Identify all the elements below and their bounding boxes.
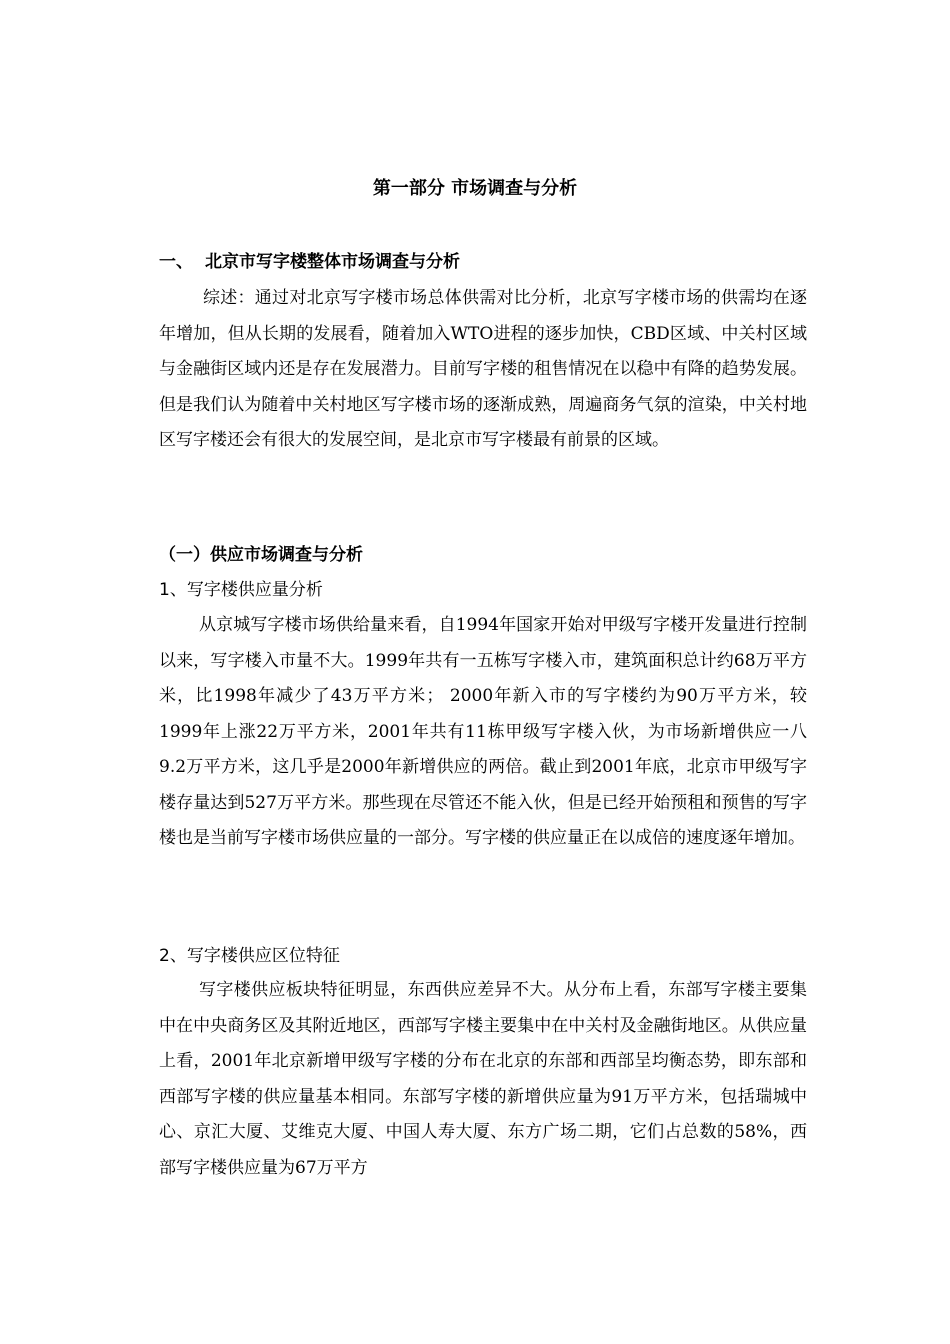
supply-location-lead: 写字楼供应板块特征明显，东西供应差异不大。从分布上看，东部写字楼主要集中在中央商务区及其附近地区，西部写字楼主要集中在中关村及金融街地区。 [159, 980, 807, 1036]
supply-location-paragraph [159, 973, 807, 1186]
supply-volume-conclusion: 写字楼的供应量正在以成倍的速度逐年增加。 [465, 828, 805, 848]
supply-location-text: 从供应量上看，2001年北京新增甲级写字楼的分布在北京的东部和西部呈均衡态势，即东部和西部写字楼的供应量基本相同。东部写字楼的新增供应量为91万平方米，包括瑞城中心、京汇大厦、艾维克大厦、中国人寿大厦、东方广场二期，它们占总数的58%，西部写字楼供应量为67万平方 [159, 1015, 808, 1178]
summary-paragraph: 综述：通过对北京写字楼市场总体供需对比分析，北京写字楼市场的供需均在逐年增加，但从长期的发展看，随着加入WTO进程的逐步加快，CBD区域、中关村区域与金融街区域内还是存在发展潜力。目前写字楼的租售情况在以稳中有降的趋势发展。但是我们认为随着中关村地区写字楼市场的逐渐成熟，周遍商务气氛的渲染，中关村地区写字楼还会有很大的发展空间，是北京市写字楼最有前景的区域。 [159, 288, 807, 450]
item-heading-supply-volume: 1、写字楼供应量分析 [159, 580, 323, 600]
supply-volume-text: 从京城写字楼市场供给量来看，自1994年国家开始对甲级写字楼开发量进行控制以来，写字楼入市量不大。1999年共有一五栋写字楼入市，建筑面积总计约68万平方米，比1998年减少了43万平方米； 2000年新入市的写字楼约为90万平方米，较1999年上涨22万平方米，2001年共有11栋甲级写字楼入伙，为市场新增供应一八9.2万平方米，这几乎是2000年新增供应的两倍。截止到2001年底，北京市甲级写字楼存量达到527万平方米。那些现在尽管还不能入伙，但是已经开始预租和预售的写字楼也是当前写字楼市场供应量的一部分。 [159, 615, 807, 848]
item-heading-supply-location: 2、写字楼供应区位特征 [159, 946, 340, 966]
subsection-heading: （一）供应市场调查与分析 [159, 545, 363, 565]
supply-volume-paragraph [159, 608, 807, 857]
section-number: 一、 [159, 252, 193, 272]
section-heading [159, 249, 460, 275]
section-title: 北京市写字楼整体市场调查与分析 [205, 252, 460, 272]
part-title: 第一部分 市场调查与分析 [372, 178, 578, 199]
